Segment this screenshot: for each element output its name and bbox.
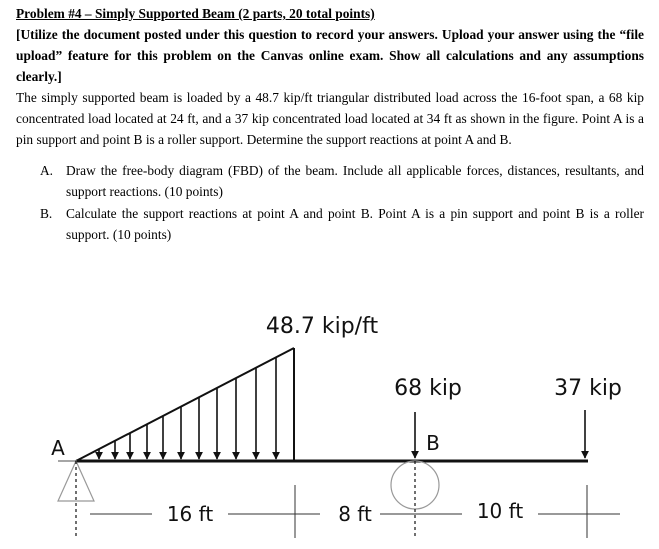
part-b-text: Calculate the support reactions at point A and point B. Point A is a pin support and point B is a roller support. (10 points)	[66, 206, 644, 242]
load-arrows	[99, 357, 276, 459]
point-load-1-label: 68 kip	[394, 376, 462, 401]
beam-diagram	[0, 295, 659, 549]
dimension-line	[90, 485, 620, 538]
problem-document	[16, 4, 644, 246]
part-b-marker: B.	[40, 206, 53, 221]
part-a-text: Draw the free-body diagram (FBD) of the beam. Include all applicable forces, distances, resultants, and support reactions. (10 points)	[66, 163, 644, 199]
dim-label-10ft: 10 ft	[476, 499, 524, 523]
distributed-load-label: 48.7 kip/ft	[265, 314, 379, 339]
problem-instructions: [Utilize the document posted under this question to record your answers. Upload your answer using the “file upload” feature for this problem on the Canvas online exam. Show all calculations and any assumptions clearly.]	[16, 27, 644, 84]
distributed-load	[76, 314, 378, 461]
parts-list	[16, 160, 644, 245]
dim-label-16ft: 16 ft	[166, 502, 214, 526]
part-a	[16, 160, 644, 202]
problem-title: Problem #4 – Simply Supported Beam (2 parts, 20 total points)	[16, 6, 375, 21]
problem-description: The simply supported beam is loaded by a 48.7 kip/ft triangular distributed load across the 16-foot span, a 68 kip concentrated load located at 24 ft, and a 37 kip concentrated load located at 34 ft as shown in the figure. Point A is a pin support and point B is a roller support. Determine the support reactions at point A and B.	[16, 90, 644, 147]
point-load-37	[554, 376, 622, 458]
support-a-label: A	[51, 436, 65, 460]
part-b	[16, 203, 644, 245]
support-b-label: B	[426, 431, 440, 455]
point-load-2-label: 37 kip	[554, 376, 622, 401]
support-a	[51, 436, 94, 539]
dim-label-8ft: 8 ft	[338, 502, 372, 526]
load-hypotenuse	[76, 348, 294, 461]
part-a-marker: A.	[40, 163, 54, 178]
